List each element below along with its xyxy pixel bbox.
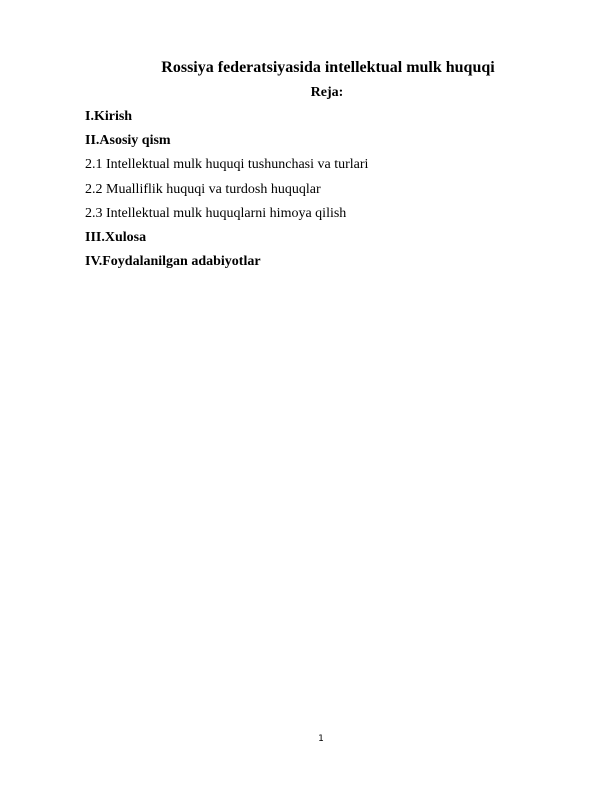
outline-item-main-part: II.Asosiy qism	[85, 133, 171, 149]
outline-item-section-2-2: 2.2 Mualliflik huquqi va turdosh huquqlar	[85, 181, 321, 197]
outline-heading: Reja:	[310, 85, 344, 100]
page-number: 1	[318, 734, 324, 744]
outline-item-introduction: I.Kirish	[85, 109, 133, 124]
outline-item-references: IV.Foydalanilgan adabiyotlar	[85, 254, 261, 270]
outline-list	[85, 108, 368, 277]
outline-item-section-2-1: 2.1 Intellektual mulk huquqi tushunchasi va turlari	[85, 157, 369, 173]
outline-item-conclusion: III.Xulosa	[85, 229, 147, 245]
outline-item-section-2-3: 2.3 Intellektual mulk huquqlarni himoya qilish	[85, 205, 347, 221]
document-title: Rossiya federatsiyasida intellektual mulk huquqi	[161, 59, 495, 76]
